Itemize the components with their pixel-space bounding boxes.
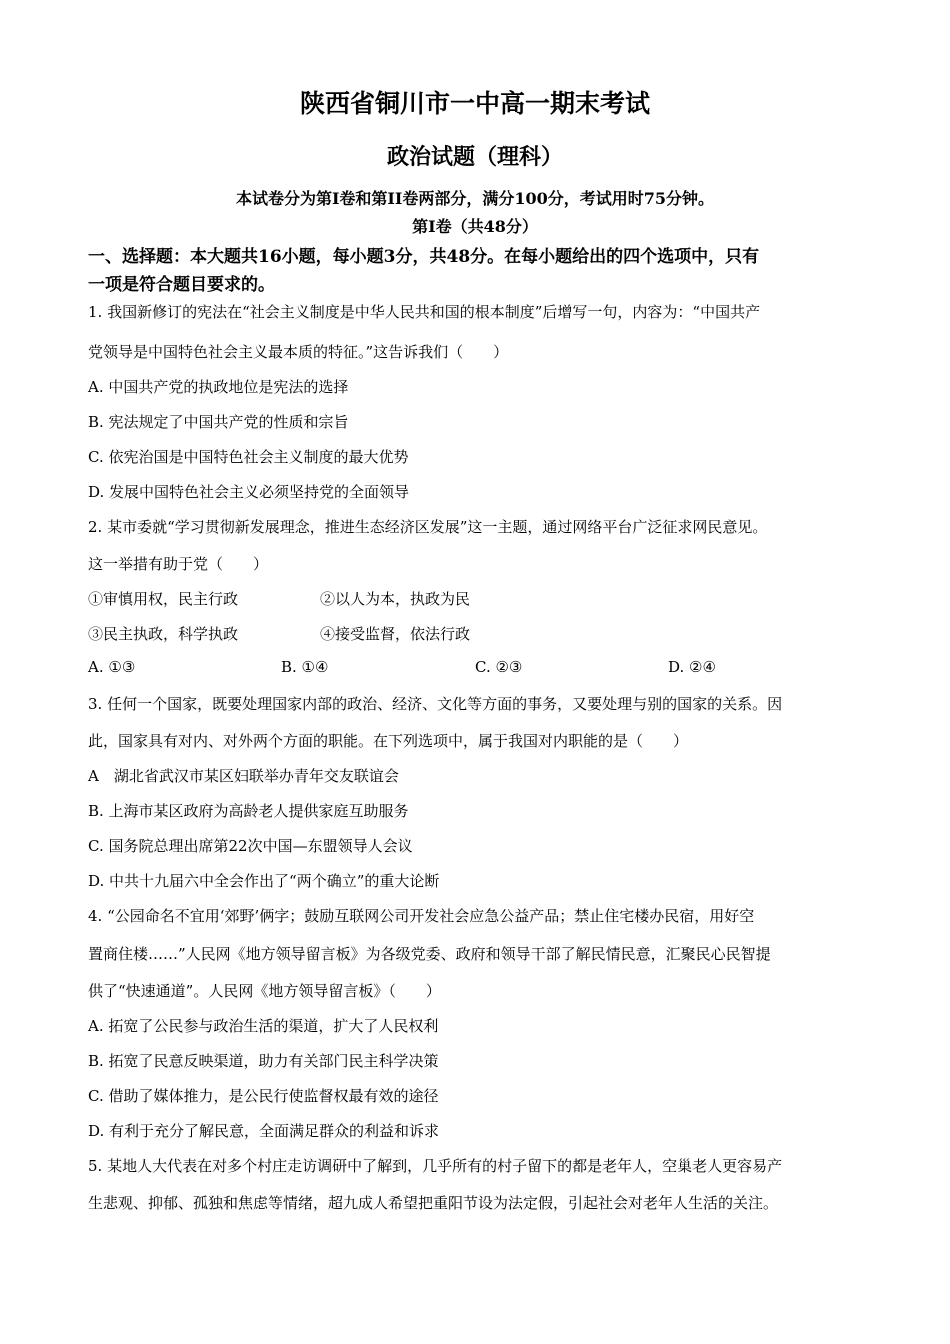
q1-stem-line1: 1. 我国新修订的宪法在“社会主义制度是中华人民共和国的根本制度”后增写一句，内容为：“中国共产 [88,303,761,321]
q3-option-a: A 湖北省武汉市某区妇联举办青年交友联谊会 [88,767,399,785]
q4-stem-line2: 置商住楼……”人民网《地方领导留言板》为各级党委、政府和领导干部了解民情民意，汇聚民心民智提 [88,945,771,963]
q4-option-c: C. 借助了媒体推力，是公民行使监督权最有效的途径 [88,1087,439,1105]
q3-stem-line2: 此，国家具有对内、对外两个方面的职能。在下列选项中，属于我国对内职能的是（ ） [88,732,689,750]
q1-option-d: D. 发展中国特色社会主义必须坚持党的全面领导 [88,483,410,501]
q4-option-a: A. 拓宽了公民参与政治生活的渠道，扩大了人民权利 [88,1017,439,1035]
exam-subtitle: 政治试题（理科） [386,144,563,170]
exam-title: 陕西省铜川市一中高一期末考试 [299,89,650,118]
q1-option-b: B. 宪法规定了中国共产党的性质和宗旨 [88,413,349,431]
q1-option-c: C. 依宪治国是中国特色社会主义制度的最大优势 [88,448,409,466]
q3-option-d: D. 中共十九届六中全会作出了“两个确立”的重大论断 [88,872,440,890]
q2-stem-line1: 2. 某市委就“学习贯彻新发展理念，推进生态经济区发展”这一主题，通过网络平台广泛征求网民意见。 [88,518,768,536]
q2-item-4: ④接受监督，依法行政 [320,625,471,643]
q5-stem-line1: 5. 某地人大代表在对多个村庄走访调研中了解到，几乎所有的村子留下的都是老年人，空巢老人更容易产 [88,1157,783,1175]
section-heading-line1: 一、选择题：本大题共16小题，每小题3分，共48分。在每小题给出的四个选项中，只有 [88,247,760,267]
q2-option-c: C. ②③ [475,658,523,676]
q2-item-1: ①审慎用权，民主行政 [88,590,239,608]
q2-item-2: ②以人为本，执政为民 [320,590,471,608]
part-label: 第I卷（共48分） [412,217,538,236]
q3-option-b: B. 上海市某区政府为高龄老人提供家庭互助服务 [88,802,409,820]
q2-option-b: B. ①④ [281,658,329,676]
q4-stem-line3: 供了“快速通道”。人民网《地方领导留言板》（ ） [88,982,441,1000]
q4-option-b: B. 拓宽了民意反映渠道，助力有关部门民主科学决策 [88,1052,439,1070]
section-heading [88,243,858,299]
q2-item-3: ③民主执政，科学执政 [88,625,239,643]
section-heading-line2: 一项是符合题目要求的。 [88,275,275,295]
q2-option-a: A. ①③ [88,658,136,676]
q3-option-c: C. 国务院总理出席第22次中国—东盟领导人会议 [88,837,413,855]
q2-option-d: D. ②④ [668,658,716,676]
q4-option-d: D. 有利于充分了解民意，全面满足群众的利益和诉求 [88,1122,440,1140]
q2-stem-line2: 这一举措有助于党（ ） [88,555,269,573]
q3-stem-line1: 3. 任何一个国家，既要处理国家内部的政治、经济、文化等方面的事务，又要处理与别的国家的关系。因 [88,695,783,713]
exam-intro: 本试卷分为第I卷和第II卷两部分，满分100分，考试用时75分钟。 [235,189,715,208]
q1-option-a: A. 中国共产党的执政地位是宪法的选择 [88,378,349,396]
q4-stem-line1: 4. “公园命名不宜用‘郊野’俩字；鼓励互联网公司开发社会应急公益产品；禁止住宅楼办民宿，用好空 [88,907,755,925]
q1-stem-line2: 党领导是中国特色社会主义最本质的特征。”这告诉我们（ ） [88,343,509,361]
q5-stem-line2: 生悲观、抑郁、孤独和焦虑等情绪，超九成人希望把重阳节设为法定假，引起社会对老年人生活的关注。 [88,1194,779,1212]
